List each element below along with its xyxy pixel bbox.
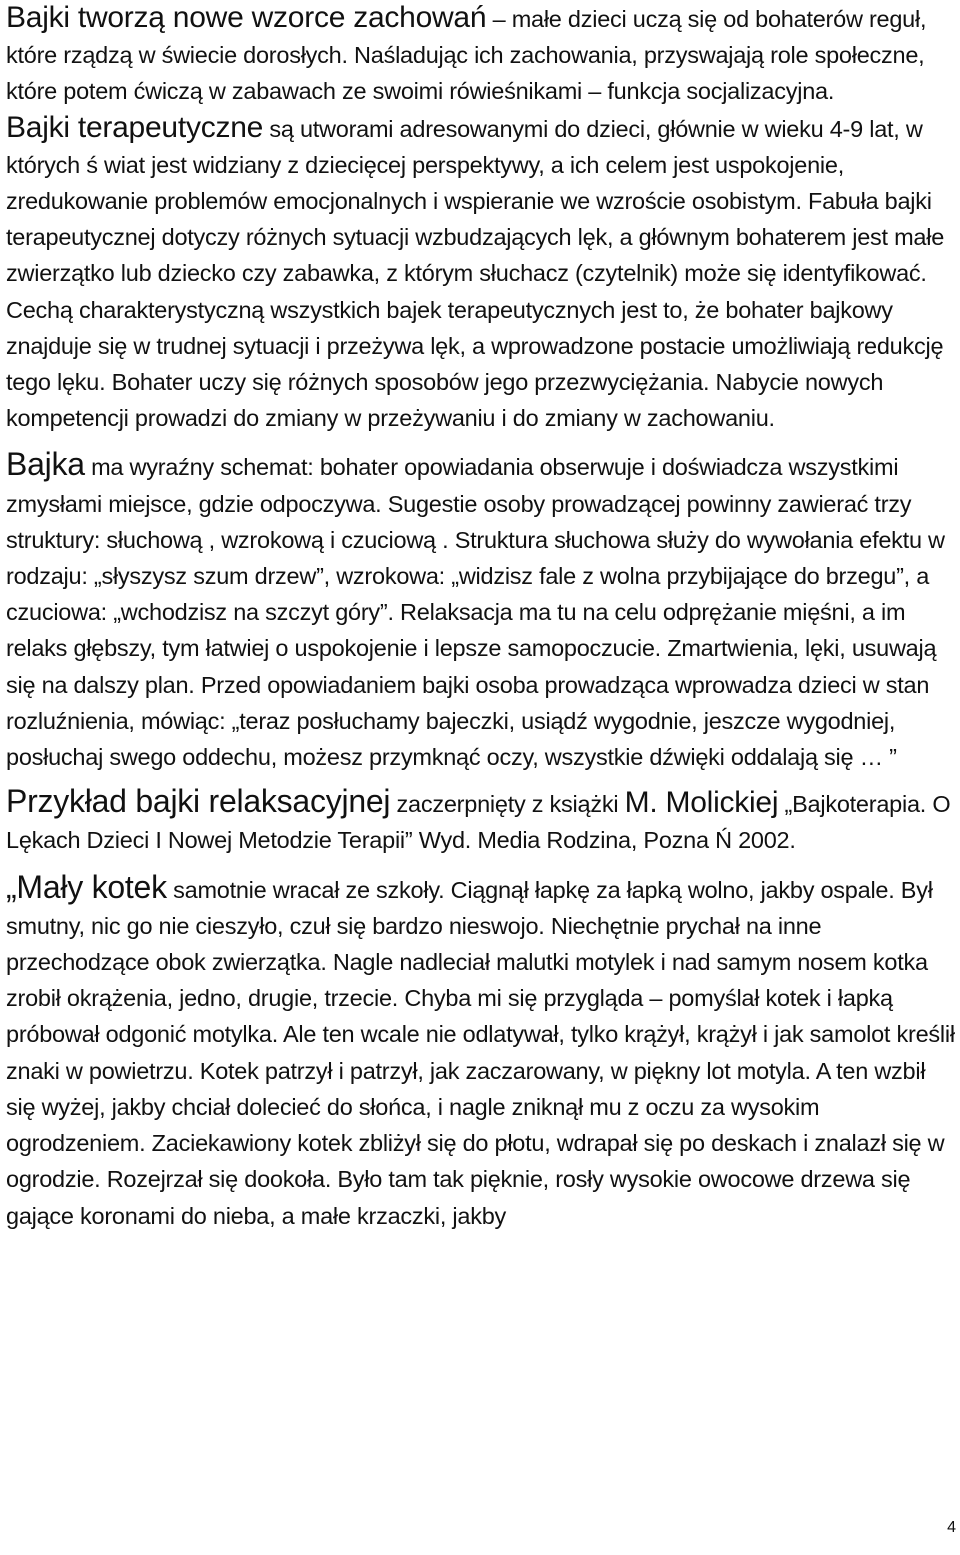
heading-tale-scheme: Bajka — [6, 446, 85, 483]
body-therapeutic-tales: są utworami adresowanymi do dzieci, głównie w wieku 4-9 lat, w których ś wiat jest widziany z dziecięcej perspektywy, a ich celem jest uspokojenie, zredukowanie problemów emocjonalnych i wspieranie we wzroście osobistym. Fabuła bajki terapeutycznej dotyczy różnych sytuacji wzbudzających lęk, a głównym bohaterem jest małe zwierzątko lub dziecko czy zabawka, z którym słuchacz (czytelnik) może się identyfikować. Cechą charakterystyczną wszystkich bajek terapeutycznych jest to, że bohater bajkowy znajduje się w trudnej sytuacji i przeżywa lęk, a wprowadzone postacie umożliwiają redukcję tego lęku. Bohater uczy się różnych sposobów jego przezwyciężania. Nabycie nowych kompetencji prowadzi do zmiany w przeżywaniu i do zmiany w zachowaniu. — [6, 115, 945, 432]
heading-behavior-patterns: Bajki tworzą nowe wzorce zachowań — [6, 1, 487, 34]
document-page — [6, 0, 956, 1234]
body-kitten-story: samotnie wracał ze szkoły. Ciągnął łapkę za łapką wolno, jakby ospale. Był smutny, nic go nie cieszyło, czuł się bardzo nieswojo. Niechętnie prychał na inne przechodzące obok zwierzątka. Nagle nadleciał malutki motylek i nad samym nosem kotka zrobił okrążenia, jedno, drugie, trzecie. Chyba mi się przygląda – pomyślał kotek i łapką próbował odgonić motylka. Ale ten wcale nie odlatywał, tylko krążył, krążył i jak samolot kreślił znaki w powietrzu. Kotek patrzył i patrzył, jak zaczarowany, w piękny lot motyla. A ten wzbił się wyżej, jakby chciał dolecieć do słońca, i nagle zniknął mu z oczu za wysokim ogrodzeniem. Zaciekawiony kotek zbliżył się do płotu, wdrapał się po deskach i znalazł się w ogrodzie. Rozejrzał się dookoła. Było tam tak pięknie, rosły wysokie owocowe drzewa się gające koronami do nieba, a małe krzaczki, jakby — [6, 876, 955, 1229]
paragraph-therapeutic-tales — [6, 110, 956, 437]
body-behavior-patterns: – małe dzieci uczą się od bohaterów reguł, które rządzą w świecie dorosłych. Naśladując ich zachowania, przyswajają role społeczne, które potem ćwiczą w zabawach ze swoimi rówieśnikami – funkcja socjalizacyjna. — [6, 6, 927, 105]
heading-kitten-story: „Mały kotek — [6, 868, 167, 905]
heading-therapeutic-tales: Bajki terapeutyczne — [6, 110, 264, 144]
paragraph-example-source — [6, 783, 956, 858]
heading-example: Przykład bajki relaksacyjnej — [6, 783, 391, 820]
author-name: M. Molickiej — [624, 786, 779, 820]
page-number: 4 — [947, 1519, 956, 1536]
body-tale-scheme: ma wyraźny schemat: bohater opowiadania obserwuje i doświadcza wszystkimi zmysłami miejsce, gdzie odpoczywa. Sugestie osoby prowadzącej powinny zawierać trzy struktury: słuchową , wzrokową i czuciową . Struktura słuchowa służy do wywołania efektu w rodzaju: „słyszysz szum drzew”, wzrokowa: „widzisz fale z wolna przybijające do brzegu”, a czuciowa: „wchodzisz na szczyt góry”. Relaksacja ma tu na celu odprężanie mięśni, a im relaks głębszy, tym łatwiej o uspokojenie i lepsze samopoczucie. Zmartwienia, lęki, usuwają się na dalszy plan. Przed opowiadaniem bajki osoba prowadząca wprowadza dzieci w stan rozluźnienia, mówiąc: „teraz posłuchamy bajeczki, usiądź wygodnie, jeszcze wygodniej, posłuchaj swego oddechu, możesz przymknąć oczy, wszystkie dźwięki oddalają się … ” — [6, 454, 945, 771]
paragraph-behavior-patterns — [6, 0, 956, 110]
body-example-source: zaczerpnięty z książki — [390, 791, 625, 818]
paragraph-tale-scheme — [6, 446, 956, 775]
paragraph-kitten-story — [6, 869, 956, 1234]
body-example-book: „Bajkoterapia. O Lękach Dzieci I Nowej Metodzie Terapii” Wyd. Media Rodzina, Pozna Ń 2002. — [6, 791, 951, 854]
